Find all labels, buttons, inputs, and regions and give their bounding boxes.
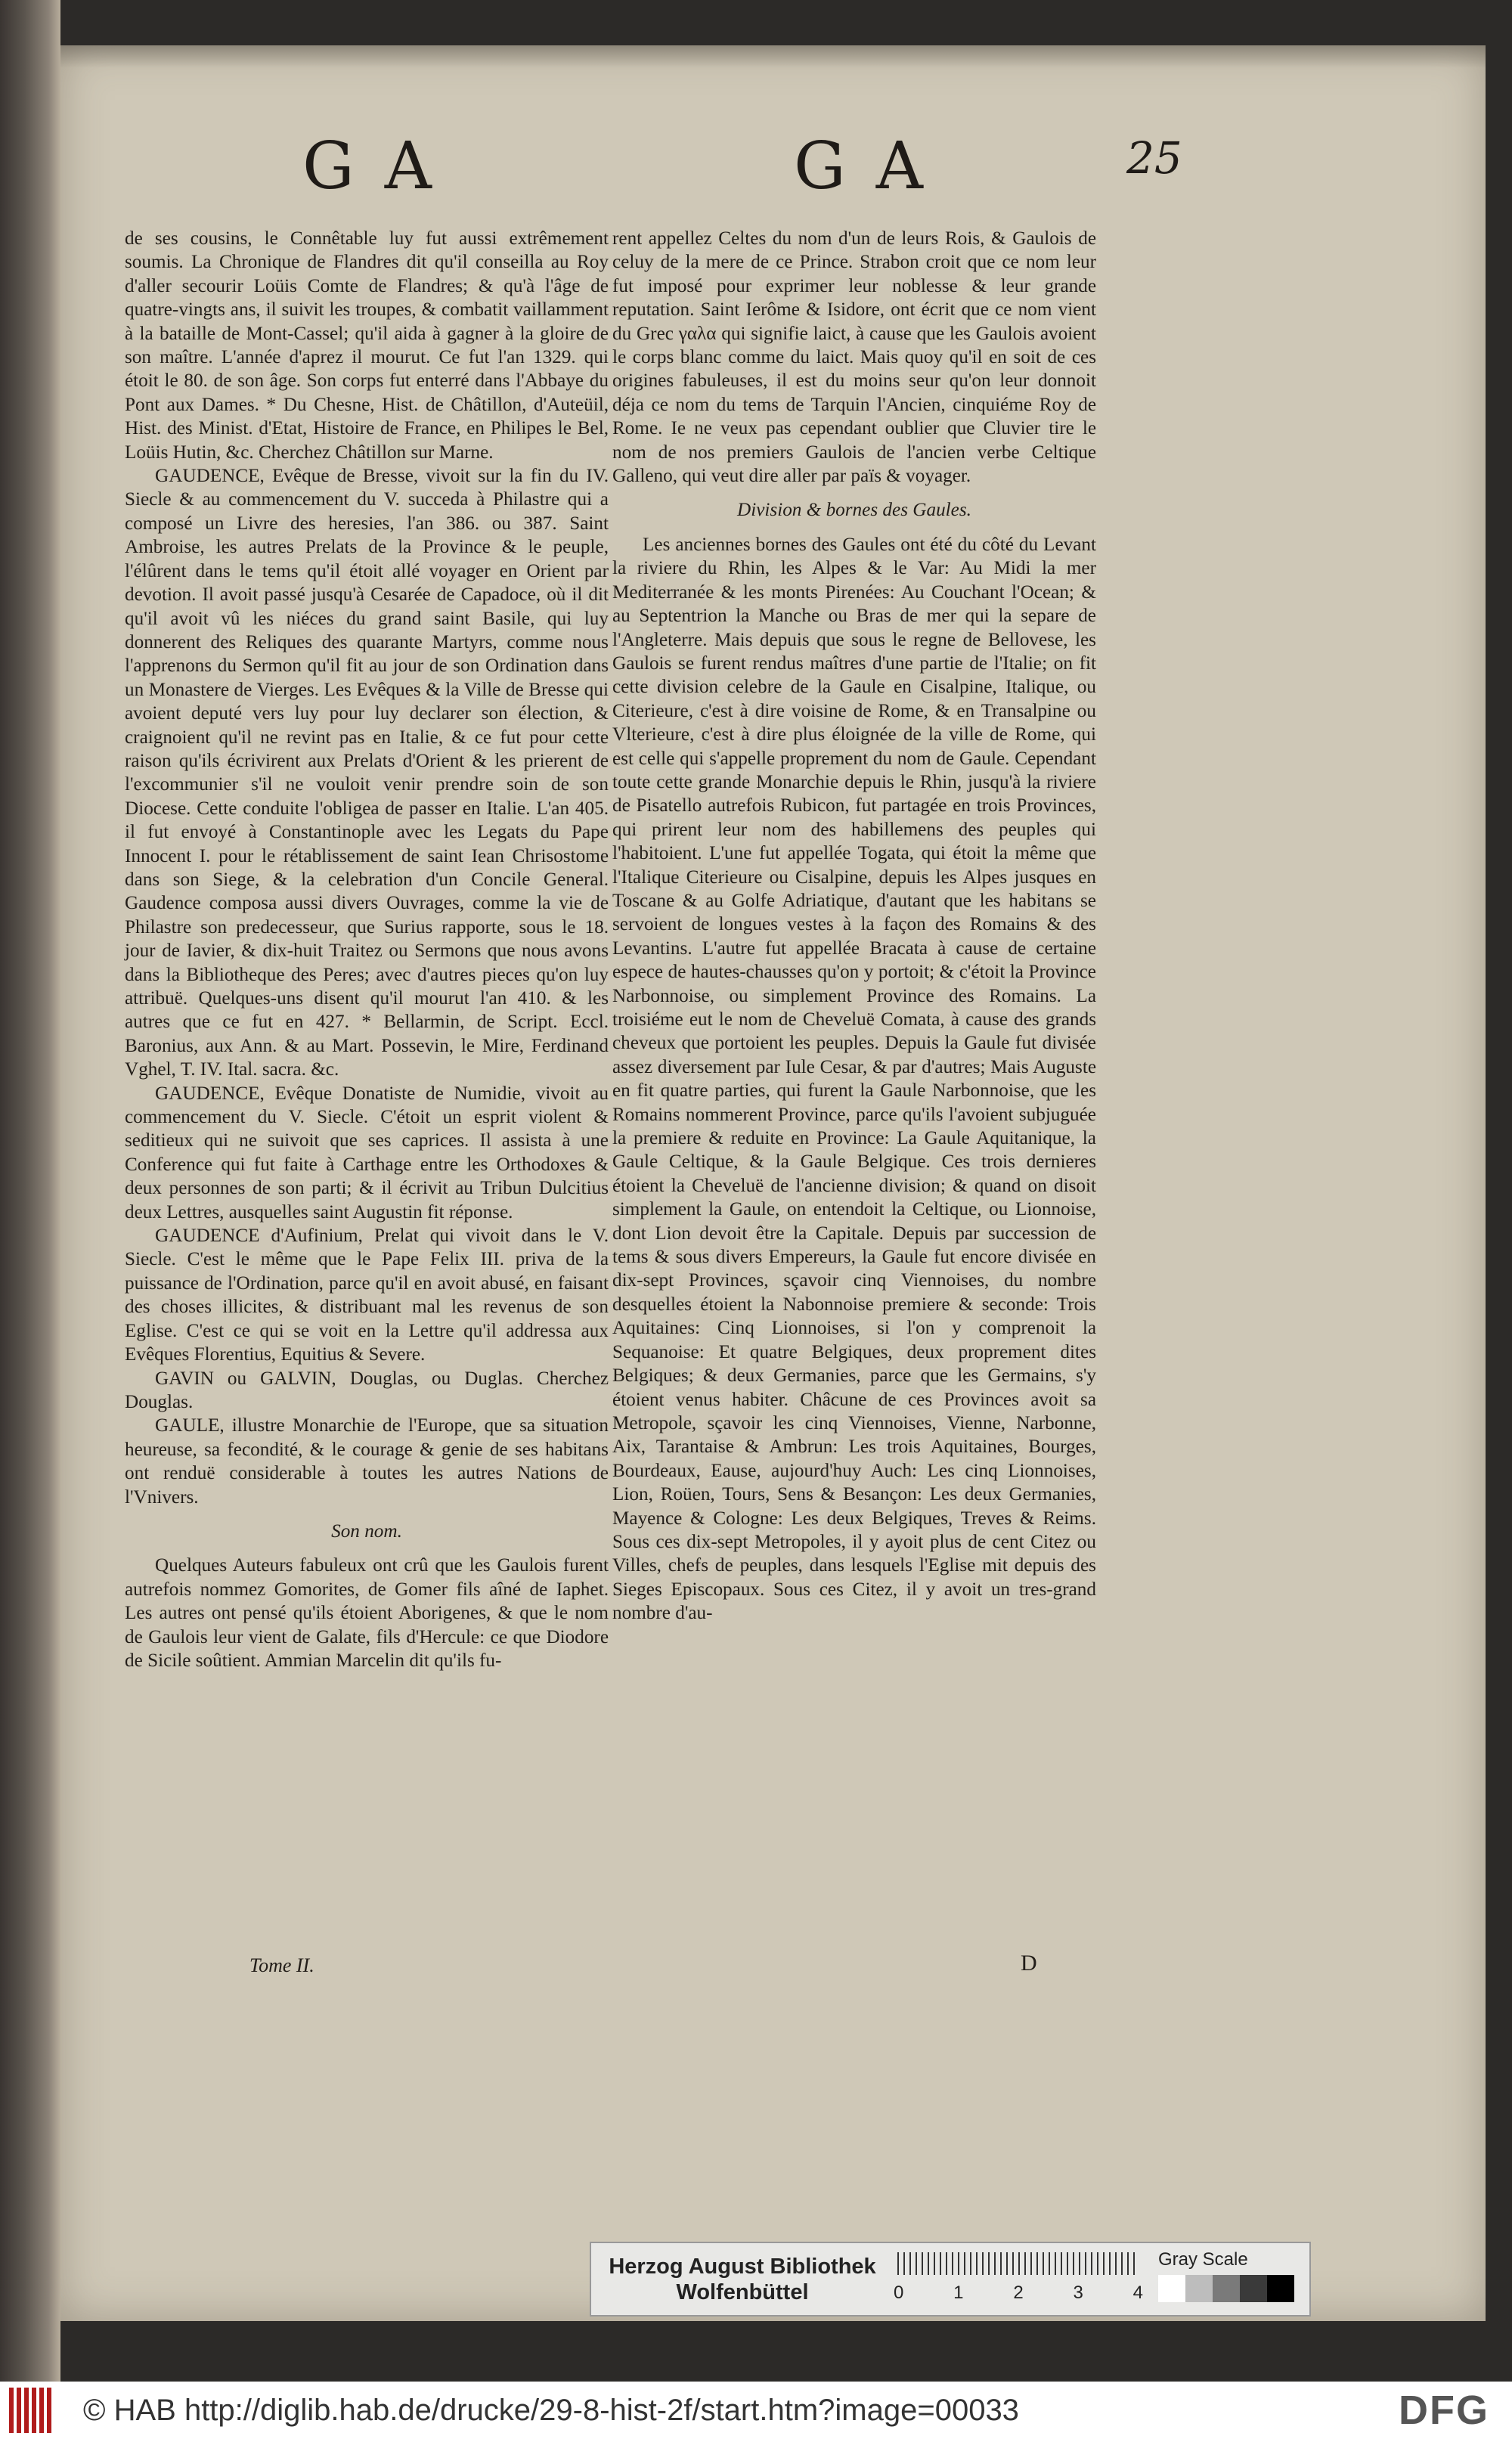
page-top-shadow (60, 45, 1486, 68)
ruler-number: 2 (1013, 2282, 1024, 2303)
paragraph: GAULE, illustre Monarchie de l'Europe, que sa situation heureuse, sa fecondité, & le courage & genie de ses habitans ont renduë considerable à toutes les autres Nations de l'Vnivers. (125, 1415, 609, 1508)
paragraph: Quelques Auteurs fabuleux ont crû que les Gaulois furent autrefois nommez Gomorites, de Gomer fils aîné de Iaphet. Les autres ont pensé qu'ils étoient Aborigenes, & que le nom de Gaulois leur vient de Galate, fils d'Hercule: ce que Diodore de Sicile soûtient. Ammian Marcelin dit qu'ils fu- (125, 1555, 609, 1671)
paragraph: Les anciennes bornes des Gaules ont été du côté du Levant la riviere du Rhin, les Alpes & le Var: Au Midi la mer Mediterranée & les monts Pirenées: Au Couchant l'Ocean; & au Septentrion la Manche ou Bras de mer qui la separe de l'Angleterre. Mais depuis que sous le regne de Bellovese, les Gaulois se furent rendus maîtres d'une partie de l'Italie; on fit cette division celebre de la Gaule en Cisalpine, Italique, ou Citerieure, c'est à dire voisine de Rome, & en Transalpine ou Vlterieure, c'est à dire plus éloignée de la ville de Rome, qui est celle qui s'appelle proprement du nom de Gaule. Cependant toute cette grande Monarchie depuis le Rhin, jusqu'à la riviere de Pisatello autrefois Rubicon, fut partagée en trois Provinces, qui prirent leur nom des habillemens des peuples qui l'habitoient. L'une fut appellée Togata, qui étoit la même que l'Italique Citerieure ou Cisalpine, depuis les Alpes jusques en Toscane & au Golfe Adriatique, d'autant que les habitans se servoient de longues vestes à la façon des Romains & des Levantins. L'autre fut appellée Bracata à cause de certaine espece de hautes-chausses qu'on y portoit; & c'étoit la Province Narbonnoise, ou simplement Province des Romains. La troisiéme eut le nom de Cheveluë Comata, à cause des grands cheveux que portoient les peuples. Depuis la Gaule fut divisée assez diversement par Iule Cesar, & par d'autres; Mais Auguste en fit quatre parties, qui furent la Gaule Narbonnoise, que les Romains nommerent Province, parce qu'ils l'avoient subjuguée la premiere & reduite en Province: La Gaule Aquitanique, la Gaule Celtique, & la Gaule Belgique. Ces trois dernieres étoient la Cheveluë de l'ancienne division; & quand on disoit simplement la Gaule, on entendoit la Celtique, ou Lionnoise, dont Lion devoit être la Capitale. Depuis par succession de tems & sous divers Empereurs, la Gaule fut encore divisée en dix-sept Provinces, sçavoir cinq Viennoises, du nombre desquelles étoient la Nabonnoise premiere & seconde: Trois Aquitaines: Cinq Lionnoises, si l'on y comprenoit la Sequanoise: Et quatre Belgiques, deux proprement dites Belgiques; & deux Germanies, parce que les Germains, s'y étoient venus habiter. Châcune de ces Provinces avoit sa Metropole, sçavoir les cinq Viennoises, Vienne, Narbonne, Aix, Tarantaise & Ambrun: Les trois Aquitaines, Bourges, Bourdeaux, Eause, aujourd'huy Auch: Les cinq Lionnoises, Lion, Roüen, Tours, Sens & Besançon: Les deux Germanies, Mayence & Cologne: Les deux Belgiques, Treves & Reims. Sous ces dix-sept Metropoles, il y ayoit plus de cent Citez ou Villes, chefs de peuples, dans lesquels l'Eglise mit depuis des Sieges Episcopaux. Sous ces Citez, il y avoit un tres-grand nombre d'au- (612, 534, 1096, 1624)
library-name-line2: Wolfenbüttel (676, 2279, 809, 2304)
ruler-number: 1 (953, 2282, 964, 2303)
gray-scale-swatch (1240, 2275, 1267, 2302)
section-subheading: Son nom. (331, 1520, 402, 1542)
gray-scale-swatch (1158, 2275, 1185, 2302)
paragraph: GAVIN ou GALVIN, Douglas, ou Duglas. Cherchez Douglas. (125, 1368, 609, 1412)
copyright-url[interactable]: © HAB http://diglib.hab.de/drucke/29-8-hist-2f/start.htm?image=00033 (83, 2393, 1019, 2427)
scale-ruler (894, 2249, 1143, 2310)
hab-logo-icon (9, 2388, 62, 2433)
library-name (591, 2254, 894, 2305)
running-head-left: GA (302, 129, 462, 204)
gray-scale (1158, 2249, 1294, 2310)
ruler-numbers (894, 2282, 1143, 2304)
paragraph: GAUDENCE d'Aufinium, Prelat qui vivoit dans le V. Siecle. C'est le même que le Pape Felix III. priva de la puissance de l'Ordination, parce qu'il en avoit abusé, en faisant des choses illicites, & distribuant mal les revenus de son Eglise. C'est ce qui se voit en la Lettre qu'il addressa aux Evêques Florentius, Equitius & Severe. (125, 1226, 609, 1365)
gray-scale-label: Gray Scale (1158, 2248, 1248, 2270)
footer-signature: D (1021, 1951, 1037, 1976)
paragraph: GAUDENCE, Evêque Donatiste de Numidie, vivoit au commencement du V. Siecle. C'étoit un esprit violent & seditieux qui ne suivoit que ses caprices. Il assista à une Conference qui fut faite à Carthage entre les Orthodoxes & deux personnes de son parti; & il écrivit au Tribun Dulcitius deux Lettres, ausquelles saint Augustin fit réponse. (125, 1083, 609, 1223)
gray-scale-swatch (1185, 2275, 1213, 2302)
footer-tome: Tome II. (249, 1954, 314, 1976)
paragraph: de ses cousins, le Connêtable luy fut aussi extrêmement soumis. La Chronique de Flandres dit qu'il conseilla au Roy d'aller secourir Loüis Comte de Flandres; & qu'à l'âge de quatre-vingts ans, il suivit les troupes, & combatit vaillamment à la bataille de Mont-Cassel; qu'il aida à gagner à la gloire de son maître. L'année d'aprez il mourut. Ce fut l'an 1329. qui étoit le 80. de son âge. Son corps fut enterré dans l'Abbaye du Pont aux Dames. * Du Chesne, Hist. de Châtillon, d'Auteüil, Hist. des Minist. d'Etat, Histoire de France, en Philipes le Bel, Loüis Hutin, &c. Cherchez Châtillon sur Marne. (125, 228, 609, 463)
gray-scale-swatch (1213, 2275, 1240, 2302)
text-column-right (612, 227, 1096, 1625)
book-spine (0, 0, 60, 2382)
running-head-right: GA (794, 129, 953, 204)
text-column-left (125, 227, 609, 1672)
dfg-logo: DFG (1399, 2388, 1489, 2433)
ruler-ticks (897, 2252, 1139, 2275)
library-color-strip (590, 2242, 1311, 2317)
paragraph: rent appellez Celtes du nom d'un de leurs Rois, & Gaulois de celuy de la mere de ce Prince. Strabon croit que ce nom leur fut imposé pour exprimer leur noblesse & leur grande reputation. Saint Ierôme & Isidore, ont écrit que ce nom vient du Grec γαλα qui signifie laict, à cause que les Gaulois avoient le corps blanc comme du laict. Mais quoy qu'il en soit de ces origines fabuleuses, il est du moins seur qu'on leur donnoit déja ce nom du tems de Tarquin l'Ancien, cinquiéme Roy de Rome. Ie ne veux pas cependant oublier que Cluvier tire le nom de nos premiers Gaulois de l'ancien verbe Celtique Galleno, qui veut dire aller par païs & voyager. (612, 228, 1096, 487)
library-name-line1: Herzog August Bibliothek (609, 2254, 876, 2279)
gray-scale-swatch (1267, 2275, 1294, 2302)
paragraph: GAUDENCE, Evêque de Bresse, vivoit sur la fin du IV. Siecle & au commencement du V. succeda à Philastre qui a composé un Livre des heresies, l'an 386. ou 387. Saint Ambroise, les autres Prelats de la Province & le peuple, l'élûrent dans le tems qu'il étoit allé voyager en Orient par devotion. Il avoit passé jusqu'à Cesarée de Capadoce, où il dit qu'il avoit vû les niéces du grand saint Basile, qui luy donnerent des Reliques des quarante Martyrs, comme nous l'apprenons du Sermon qu'il fit au jour de son Ordination dans un Monastere de Vierges. Les Evêques & la Ville de Bresse qui avoient deputé vers luy pour luy declarer son élection, & craignoient qu'il ne revint pas en Italie, & ce fut pour cette raison qu'ils écrivirent aux Prelats d'Orient & les prierent de l'excommunier s'il ne vouloit venir prendre soin de son Diocese. Cette conduite l'obligea de passer en Italie. L'an 405. il fut envoyé à Constantinople avec les Legats du Pape Innocent I. pour le rétablissement de saint Iean Chrisostome dans son Siege, & la celebration d'un Concile General. Gaudence composa aussi divers Ouvrages, comme la vie de Philastre son predecesseur, que Surius rapporte, sous le 18. jour de Iavier, & dix-huit Traitez ou Sermons que nous avons dans la Bibliotheque des Peres; avec d'autres pieces qu'on luy attribuë. Quelques-uns disent qu'il mourut l'an 410. & les autres que ce fut en 427. * Bellarmin, de Script. Eccl. Baronius, aux Ann. & au Mart. Possevin, le Mire, Ferdinand Vghel, T. IV. Ital. sacra. &c. (125, 466, 609, 1080)
gray-scale-blocks (1158, 2275, 1294, 2302)
page-number: 25 (1126, 132, 1182, 184)
ruler-number: 3 (1073, 2282, 1083, 2303)
viewer-footer-bar (0, 2382, 1512, 2439)
ruler-number: 4 (1132, 2282, 1143, 2303)
ruler-number: 0 (894, 2282, 904, 2303)
section-subheading: Division & bornes des Gaules. (737, 500, 971, 521)
